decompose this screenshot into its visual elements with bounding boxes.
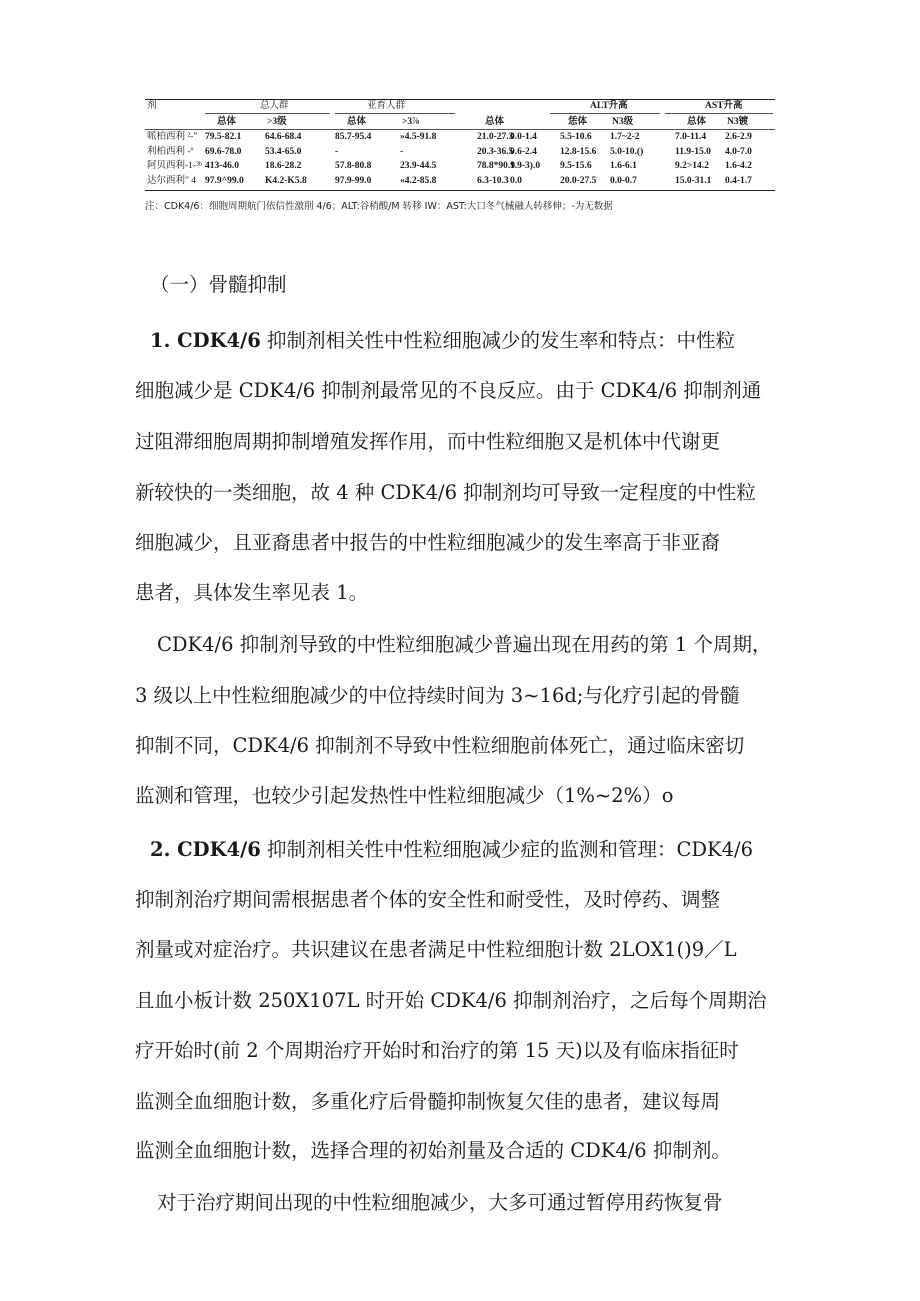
table-cell: 79.5-82.1 [205,132,242,142]
table-cell: 413-46.0 [205,161,240,171]
table-cell: 97.9-99.0 [335,175,372,186]
table-cell: K4.2-K5.8 [265,175,307,186]
paragraph-line: 2. CDK4/6 抑制剂相关性中性粒细胞减少症的监测和管理：CDK4/6 [150,838,754,861]
header-col-9: N3镀 [727,117,749,127]
table-row-drug: 利柏西利 -º [147,146,194,157]
table-cell: 5.5-10.6 [560,132,592,142]
group-rule-alt [550,113,660,114]
table-cell: 6.3-10.3 [477,175,509,186]
table-cell: 0.6-2.4 [510,146,537,157]
table-cell: 4.0-7.0 [725,146,752,157]
table-cell: 21.0-27.3 [477,132,514,142]
header-alt: ALT升高 [590,101,628,111]
header-asian-population: 亚育人群 [367,101,406,111]
table-cell: - [335,146,339,157]
paragraph-line: 细胞减少是 CDK4/6 抑制剂最常见的不良反应。由于 CDK4/6 抑制剂通 [135,379,762,402]
paragraph-line: 疗开始时(前 2 个周期治疗开始时和治疗的第 15 天)以及有临床指征时 [135,1039,739,1062]
table-cell: «4.2-85.8 [400,175,437,186]
paragraph-line: 新较快的一类细胞，故 4 种 CDK4/6 抑制剂均可导致一定程度的中性粒 [135,481,756,504]
header-drug: 剂 [147,101,157,111]
header-col-0: 总体 [217,117,237,127]
table-cell: - [400,146,404,157]
table-cell: 11.9-15.0 [675,146,711,157]
table-cell: 57.8-80.8 [335,161,372,171]
paragraph-line: 3 级以上中性粒细胞减少的中位持续时间为 3~16d;与化疗引起的骨髓 [135,684,740,707]
table-cell: 15.0-31.1 [675,175,712,186]
paragraph-line: 对于治疗期间出现的中性粒细胞减少，大多可通过暂停用药恢复骨 [157,1191,723,1214]
group-rule-total [205,113,330,114]
paragraph-line: 监测和管理，也较少引起发热性中性粒细胞减少（1%~2%）o [135,784,674,807]
header-col-4: 总体 [485,117,505,127]
paragraph-line: 且血小板计数 250X107L 时开始 CDK4/6 抑制剂治疗，之后每个周期治 [135,989,767,1012]
table-cell: »4.5-91.8 [400,132,437,142]
table-cell: 1.6-4.2 [725,161,752,171]
table-cell: 9.2>14.2 [675,161,709,171]
table-cell: 0.0-0.7 [610,175,637,186]
table-cell: 18.6-28.2 [265,161,302,171]
header-col-3: >3⅞ [402,117,420,127]
table-top-rule [145,99,775,100]
paragraph-line: 1. CDK4/6 抑制剂相关性中性粒细胞减少的发生率和特点：中性粒 [150,329,735,352]
table-row-drug: 达尔西利" 4 [147,175,197,186]
table-cell: 1.6-6.1 [610,161,637,171]
table-cell: 0.0-1.4 [510,132,537,142]
table-row-drug: 哌柏西利 ²-" [147,132,198,142]
table-cell: 1.7~2-2 [610,132,640,142]
table-cell: 0.0 [510,175,522,186]
header-col-6: 恁体 [568,117,588,127]
group-rule-ast [665,113,773,114]
table-cell: 97.9^99.0 [205,175,244,186]
table-cell: 9.5-15.6 [560,161,592,171]
table-row-drug: 阿贝西利-1-³ᵇ [147,161,202,171]
paragraph-line: 监测全血细胞计数，选择合理的初始剂量及合适的 CDK4/6 抑制剂。 [135,1139,731,1162]
table-cell: 64.6-68.4 [265,132,302,142]
paragraph-line: 抑制不同，CDK4/6 抑制剂不导致中性粒细胞前体死亡，通过临床密切 [135,734,745,757]
paragraph-line: 患者，具体发生率见表 1。 [135,581,369,604]
numbered-heading: 2. CDK4/6 [150,838,261,861]
table-cell: 12.8-15.6 [560,146,597,157]
table-cell: 7.0-11.4 [675,132,707,142]
table-note: 注：CDK4/6：细胞周期航门依信性激削 4/6；ALT:谷稍酸/M 转移 IW：AST:大口冬气械融人转移伸；-为无数据 [145,201,613,212]
paragraph-line: 监测全血细胞计数，多重化疗后骨髓抑制恢复欠佳的患者，建议每周 [135,1090,721,1113]
group-rule-asian [335,113,455,114]
paragraph-line: 抑制剂治疗期间需根据患者个体的安全性和耐受性，及时停药、调整 [135,888,721,911]
table-cell: 23.9-44.5 [400,161,437,171]
section-title: （一）骨髓抑制 [150,273,287,296]
header-col-8: 总体 [687,117,707,127]
table-cell: 1.9-3).0 [510,161,541,171]
table-cell: 20.3-36.5 [477,146,514,157]
table-cell: 85.7-95.4 [335,132,372,142]
table-bottom-rule [145,190,775,191]
paragraph-line: 剂量或对症治疗。共识建议在患者满足中性粒细胞计数 2LOX1()9／L [135,938,737,961]
table-cell: 78.8*90.9 [477,161,515,171]
header-ast: AST升高 [705,101,743,111]
table-cell: 20.0-27.5 [560,175,597,186]
table-cell: 2.6-2.9 [725,132,752,142]
paragraph-line: CDK4/6 抑制剂导致的中性粒细胞减少普遍出现在用药的第 1 个周期， [157,633,772,656]
table-header-rule [145,129,775,130]
table-cell: 53.4-65.0 [265,146,302,157]
table-cell: 5.0-10.() [610,146,644,157]
header-col-7: N3级 [612,117,634,127]
table-cell: 0.4-1.7 [725,175,752,186]
paragraph-line: 细胞减少，且亚裔患者中报告的中性粒细胞减少的发生率高于非亚裔 [135,531,721,554]
header-col-2: 总体 [347,117,367,127]
paragraph-line: 过阻滞细胞周期抑制增殖发挥作用，而中性粒细胞又是机体中代谢更 [135,430,721,453]
numbered-heading: 1. CDK4/6 [150,329,261,352]
table-cell: 69.6-78.0 [205,146,242,157]
header-col-1: >3级 [267,117,287,127]
header-total-population: 总人群 [260,101,289,111]
